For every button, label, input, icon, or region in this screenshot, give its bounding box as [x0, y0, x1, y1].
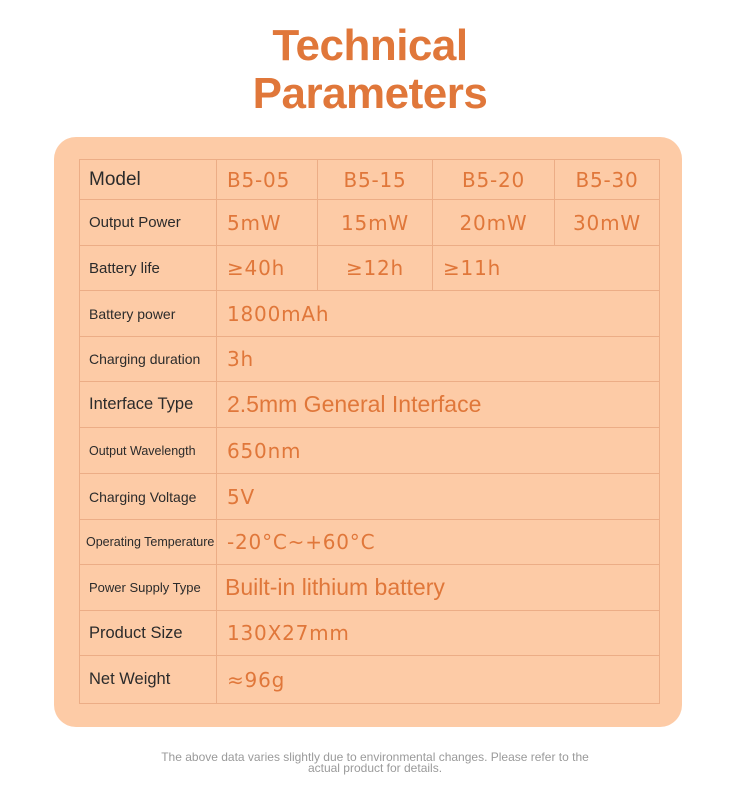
charging-duration-value: 3h — [217, 337, 660, 382]
charging-voltage-value: 5V — [217, 474, 660, 520]
output-power-value-4: 30mW — [555, 200, 660, 246]
row-label-net-weight: Net Weight — [80, 656, 217, 704]
disclaimer-line-2: actual product for details. — [307, 761, 443, 775]
output-power-value-1: 5mW — [217, 200, 318, 246]
row-label-battery-life: Battery life — [80, 246, 217, 291]
model-value-3: B5-20 — [433, 160, 555, 200]
row-label-operating-temperature: Operating Temperature — [80, 520, 217, 565]
table-row-charging-voltage — [80, 474, 660, 520]
disclaimer-line-1: The above data varies slightly due to environmental changes. Please refer to the — [161, 750, 589, 764]
parameters-table — [79, 159, 660, 704]
table-row-power-supply-type — [80, 565, 660, 611]
battery-life-value-1: ≥40h — [217, 246, 318, 291]
battery-life-value-3: ≥11h — [433, 246, 660, 291]
row-label-output-wavelength: Output Wavelength — [80, 428, 217, 474]
battery-power-value: 1800mAh — [217, 291, 660, 337]
table-row-interface-type — [80, 382, 660, 428]
title-line-1: Technical — [272, 21, 468, 70]
model-value-2: B5-15 — [318, 160, 433, 200]
row-label-power-supply-type: Power Supply Type — [80, 565, 217, 611]
table-row-output-power — [80, 200, 660, 246]
interface-type-value: 2.5mm General Interface — [217, 382, 660, 428]
row-label-charging-duration: Charging duration — [80, 337, 217, 382]
table-row-product-size — [80, 611, 660, 656]
table-row-model — [80, 160, 660, 200]
table-row-output-wavelength — [80, 428, 660, 474]
table-row-charging-duration — [80, 337, 660, 382]
disclaimer-note — [0, 752, 750, 774]
net-weight-value: ≈96g — [217, 656, 660, 704]
output-power-value-3: 20mW — [433, 200, 555, 246]
row-label-charging-voltage: Charging Voltage — [80, 474, 217, 520]
table-row-battery-power — [80, 291, 660, 337]
table-row-operating-temperature — [80, 520, 660, 565]
model-value-1: B5-05 — [217, 160, 318, 200]
page-title — [0, 22, 740, 118]
row-label-product-size: Product Size — [80, 611, 217, 656]
operating-temperature-value: -20°C~+60°C — [217, 520, 660, 565]
row-label-output-power: Output Power — [80, 200, 217, 246]
output-wavelength-value: 650nm — [217, 428, 660, 474]
output-power-value-2: 15mW — [318, 200, 433, 246]
model-value-4: B5-30 — [555, 160, 660, 200]
product-size-value: 130X27mm — [217, 611, 660, 656]
title-line-2: Parameters — [252, 69, 488, 118]
table-row-battery-life — [80, 246, 660, 291]
power-supply-type-value: Built-in lithium battery — [217, 565, 660, 611]
row-label-battery-power: Battery power — [80, 291, 217, 337]
table-row-net-weight — [80, 656, 660, 704]
row-label-interface-type: Interface Type — [80, 382, 217, 428]
row-label-model: Model — [80, 160, 217, 200]
battery-life-value-2: ≥12h — [318, 246, 433, 291]
